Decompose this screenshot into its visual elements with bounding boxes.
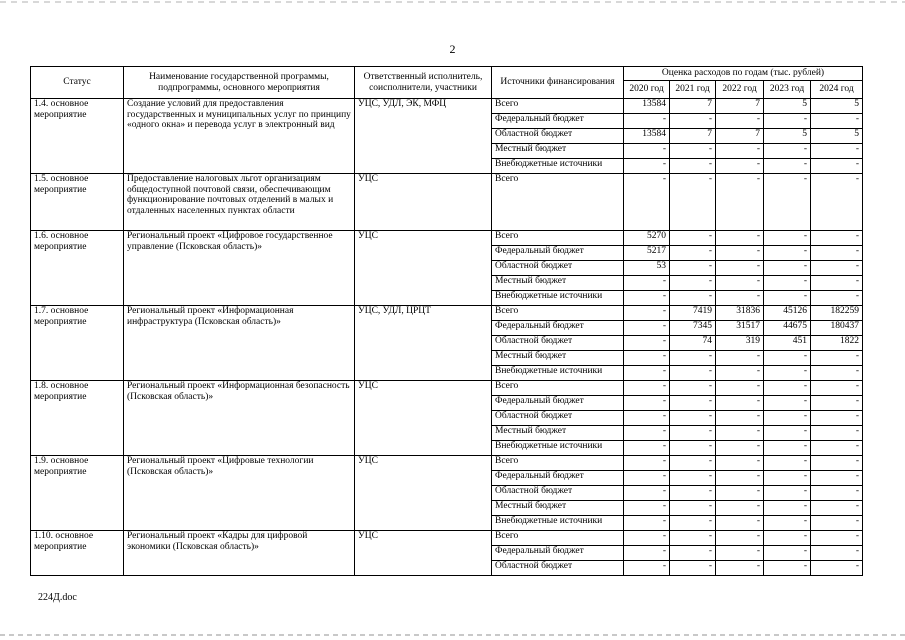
value-cell: - <box>811 501 863 516</box>
value-cell: - <box>670 276 716 291</box>
value-cell: - <box>811 441 863 456</box>
source-label: Внебюджетные источники <box>492 366 624 381</box>
value-cell: - <box>716 456 764 471</box>
row-executor: УЦС <box>355 531 492 576</box>
header-year: 2022 год <box>716 81 764 99</box>
value-cell: - <box>716 351 764 366</box>
value-cell: - <box>624 381 670 396</box>
value-cell: 5 <box>764 99 811 114</box>
source-label: Всего <box>492 531 624 546</box>
source-label: Всего <box>492 99 624 114</box>
row-executor: УЦС <box>355 456 492 531</box>
value-cell: - <box>811 561 863 576</box>
source-label: Областной бюджет <box>492 336 624 351</box>
value-cell: - <box>624 516 670 531</box>
value-cell: - <box>670 561 716 576</box>
source-label: Всего <box>492 174 624 231</box>
value-cell: - <box>670 411 716 426</box>
value-cell: - <box>670 456 716 471</box>
table-row <box>31 174 863 231</box>
header-year: 2024 год <box>811 81 863 99</box>
value-cell: - <box>811 159 863 174</box>
value-cell: - <box>624 291 670 306</box>
value-cell: 31517 <box>716 321 764 336</box>
value-cell: - <box>811 291 863 306</box>
value-cell: - <box>764 501 811 516</box>
value-cell: - <box>624 351 670 366</box>
value-cell: - <box>716 561 764 576</box>
value-cell: - <box>624 441 670 456</box>
value-cell: - <box>764 396 811 411</box>
header-year: 2020 год <box>624 81 670 99</box>
value-cell: 7 <box>716 99 764 114</box>
row-executor: УЦС <box>355 381 492 456</box>
scan-artifact-top <box>0 1 905 3</box>
value-cell: 44675 <box>764 321 811 336</box>
value-cell: - <box>624 321 670 336</box>
header-executor: Ответственный исполнитель, соисполнители, участники <box>355 67 492 99</box>
value-cell: - <box>811 531 863 546</box>
value-cell: - <box>764 246 811 261</box>
value-cell: - <box>670 261 716 276</box>
row-status: 1.8. основное мероприятие <box>31 381 124 456</box>
scan-artifact-bottom <box>0 634 905 636</box>
value-cell: - <box>811 426 863 441</box>
value-cell: - <box>811 546 863 561</box>
row-status: 1.6. основное мероприятие <box>31 231 124 306</box>
row-name: Региональный проект «Информационная безопасность (Псковская область)» <box>124 381 355 456</box>
value-cell: 5217 <box>624 246 670 261</box>
value-cell: - <box>716 546 764 561</box>
budget-table <box>30 66 863 576</box>
value-cell: - <box>811 456 863 471</box>
source-label: Федеральный бюджет <box>492 114 624 129</box>
value-cell: - <box>670 366 716 381</box>
value-cell: - <box>716 486 764 501</box>
value-cell: - <box>764 456 811 471</box>
value-cell: - <box>670 516 716 531</box>
value-cell: - <box>811 411 863 426</box>
value-cell: - <box>670 381 716 396</box>
value-cell: - <box>764 531 811 546</box>
value-cell: - <box>716 231 764 246</box>
value-cell: 451 <box>764 336 811 351</box>
table-row <box>31 531 863 546</box>
value-cell: 13584 <box>624 129 670 144</box>
value-cell: - <box>624 546 670 561</box>
source-label: Федеральный бюджет <box>492 396 624 411</box>
header-year: 2023 год <box>764 81 811 99</box>
value-cell: - <box>670 501 716 516</box>
source-label: Федеральный бюджет <box>492 321 624 336</box>
value-cell: - <box>624 144 670 159</box>
value-cell: - <box>764 261 811 276</box>
row-status: 1.7. основное мероприятие <box>31 306 124 381</box>
row-name: Региональный проект «Кадры для цифровой экономики (Псковская область)» <box>124 531 355 576</box>
value-cell: - <box>764 366 811 381</box>
source-label: Внебюджетные источники <box>492 159 624 174</box>
value-cell: - <box>764 144 811 159</box>
value-cell: - <box>670 396 716 411</box>
value-cell: 13584 <box>624 99 670 114</box>
value-cell: - <box>716 276 764 291</box>
value-cell: - <box>670 426 716 441</box>
value-cell: - <box>811 114 863 129</box>
value-cell: 182259 <box>811 306 863 321</box>
value-cell: - <box>670 246 716 261</box>
footer-filename: 224Д.doc <box>38 592 77 603</box>
source-label: Областной бюджет <box>492 129 624 144</box>
row-executor: УЦС, УДЛ, ЭК, МФЦ <box>355 99 492 174</box>
value-cell: - <box>670 351 716 366</box>
source-label: Всего <box>492 456 624 471</box>
value-cell: - <box>764 426 811 441</box>
source-label: Всего <box>492 231 624 246</box>
row-name: Создание условий для предоставления государственных и муниципальных услуг по принципу «одного окна» и перевода услуг в электронный вид <box>124 99 355 174</box>
source-label: Областной бюджет <box>492 561 624 576</box>
value-cell: - <box>716 366 764 381</box>
source-label: Местный бюджет <box>492 351 624 366</box>
table-body <box>31 99 863 576</box>
value-cell: - <box>764 441 811 456</box>
value-cell: - <box>624 471 670 486</box>
value-cell: - <box>716 516 764 531</box>
value-cell: - <box>811 471 863 486</box>
value-cell: - <box>811 396 863 411</box>
source-label: Внебюджетные источники <box>492 441 624 456</box>
source-label: Всего <box>492 306 624 321</box>
row-name: Региональный проект «Цифровые технологии (Псковская область)» <box>124 456 355 531</box>
header-name: Наименование государственной программы, подпрограммы, основного мероприятия <box>124 67 355 99</box>
value-cell: - <box>624 501 670 516</box>
value-cell: - <box>624 411 670 426</box>
value-cell: 5270 <box>624 231 670 246</box>
value-cell: - <box>716 114 764 129</box>
value-cell: - <box>670 471 716 486</box>
table-row <box>31 381 863 396</box>
value-cell: - <box>716 471 764 486</box>
value-cell: - <box>624 174 670 231</box>
value-cell: - <box>764 381 811 396</box>
value-cell: - <box>670 174 716 231</box>
value-cell: - <box>811 516 863 531</box>
value-cell: 7 <box>716 129 764 144</box>
value-cell: - <box>811 261 863 276</box>
source-label: Местный бюджет <box>492 501 624 516</box>
value-cell: - <box>764 516 811 531</box>
value-cell: - <box>811 486 863 501</box>
header-sources: Источники финансирования <box>492 67 624 99</box>
value-cell: - <box>716 246 764 261</box>
value-cell: - <box>624 486 670 501</box>
value-cell: 7 <box>670 129 716 144</box>
value-cell: 53 <box>624 261 670 276</box>
value-cell: 5 <box>811 129 863 144</box>
value-cell: - <box>716 144 764 159</box>
value-cell: - <box>624 276 670 291</box>
table-row <box>31 99 863 114</box>
value-cell: - <box>764 561 811 576</box>
value-cell: - <box>811 144 863 159</box>
value-cell: - <box>716 531 764 546</box>
value-cell: - <box>716 501 764 516</box>
value-cell: - <box>670 531 716 546</box>
source-label: Внебюджетные источники <box>492 291 624 306</box>
header-estimate: Оценка расходов по годам (тыс. рублей) <box>624 67 863 81</box>
value-cell: - <box>764 291 811 306</box>
value-cell: 1822 <box>811 336 863 351</box>
value-cell: - <box>716 174 764 231</box>
value-cell: - <box>670 144 716 159</box>
table-row <box>31 306 863 321</box>
value-cell: - <box>764 276 811 291</box>
header-year: 2021 год <box>670 81 716 99</box>
row-status: 1.4. основное мероприятие <box>31 99 124 174</box>
source-label: Федеральный бюджет <box>492 246 624 261</box>
value-cell: - <box>624 561 670 576</box>
source-label: Местный бюджет <box>492 144 624 159</box>
value-cell: - <box>764 351 811 366</box>
value-cell: - <box>716 426 764 441</box>
value-cell: 5 <box>764 129 811 144</box>
source-label: Местный бюджет <box>492 276 624 291</box>
value-cell: - <box>670 486 716 501</box>
value-cell: - <box>670 441 716 456</box>
value-cell: 74 <box>670 336 716 351</box>
value-cell: - <box>624 336 670 351</box>
value-cell: - <box>764 411 811 426</box>
value-cell: - <box>811 276 863 291</box>
value-cell: - <box>716 291 764 306</box>
value-cell: - <box>624 396 670 411</box>
value-cell: - <box>670 546 716 561</box>
source-label: Областной бюджет <box>492 261 624 276</box>
row-executor: УЦС <box>355 174 492 231</box>
value-cell: - <box>764 174 811 231</box>
row-status: 1.10. основное мероприятие <box>31 531 124 576</box>
value-cell: - <box>624 306 670 321</box>
value-cell: - <box>624 366 670 381</box>
source-label: Всего <box>492 381 624 396</box>
value-cell: - <box>670 114 716 129</box>
value-cell: 7 <box>670 99 716 114</box>
value-cell: - <box>811 246 863 261</box>
value-cell: - <box>624 426 670 441</box>
value-cell: - <box>811 366 863 381</box>
value-cell: 45126 <box>764 306 811 321</box>
source-label: Областной бюджет <box>492 411 624 426</box>
source-label: Федеральный бюджет <box>492 546 624 561</box>
value-cell: - <box>811 231 863 246</box>
row-status: 1.5. основное мероприятие <box>31 174 124 231</box>
value-cell: - <box>764 114 811 129</box>
value-cell: - <box>764 159 811 174</box>
page-number: 2 <box>449 42 456 56</box>
source-label: Федеральный бюджет <box>492 471 624 486</box>
value-cell: - <box>716 441 764 456</box>
value-cell: - <box>811 351 863 366</box>
value-cell: - <box>811 174 863 231</box>
value-cell: - <box>716 381 764 396</box>
value-cell: - <box>624 159 670 174</box>
value-cell: - <box>624 531 670 546</box>
value-cell: - <box>764 471 811 486</box>
value-cell: 319 <box>716 336 764 351</box>
value-cell: - <box>811 381 863 396</box>
source-label: Внебюджетные источники <box>492 516 624 531</box>
value-cell: 31836 <box>716 306 764 321</box>
source-label: Областной бюджет <box>492 486 624 501</box>
table-row <box>31 231 863 246</box>
header-row <box>31 67 863 81</box>
row-status: 1.9. основное мероприятие <box>31 456 124 531</box>
value-cell: - <box>764 546 811 561</box>
source-label: Местный бюджет <box>492 426 624 441</box>
value-cell: - <box>624 456 670 471</box>
header-status: Статус <box>31 67 124 99</box>
row-name: Региональный проект «Информационная инфраструктура (Псковская область)» <box>124 306 355 381</box>
row-executor: УЦС <box>355 231 492 306</box>
value-cell: 5 <box>811 99 863 114</box>
value-cell: - <box>716 396 764 411</box>
value-cell: - <box>716 411 764 426</box>
value-cell: - <box>670 159 716 174</box>
value-cell: - <box>764 231 811 246</box>
value-cell: 7345 <box>670 321 716 336</box>
value-cell: - <box>716 159 764 174</box>
value-cell: - <box>624 114 670 129</box>
value-cell: - <box>670 291 716 306</box>
value-cell: - <box>716 261 764 276</box>
value-cell: - <box>670 231 716 246</box>
value-cell: - <box>764 486 811 501</box>
row-name: Региональный проект «Цифровое государственное управление (Псковская область)» <box>124 231 355 306</box>
row-executor: УЦС, УДЛ, ЦРЦТ <box>355 306 492 381</box>
table-row <box>31 456 863 471</box>
value-cell: 180437 <box>811 321 863 336</box>
value-cell: 7419 <box>670 306 716 321</box>
row-name: Предоставление налоговых льгот организациям общедоступной почтовой связи, обеспечивающим функционирование почтовых отделений в малых и отдаленных населенных пунктах области <box>124 174 355 231</box>
